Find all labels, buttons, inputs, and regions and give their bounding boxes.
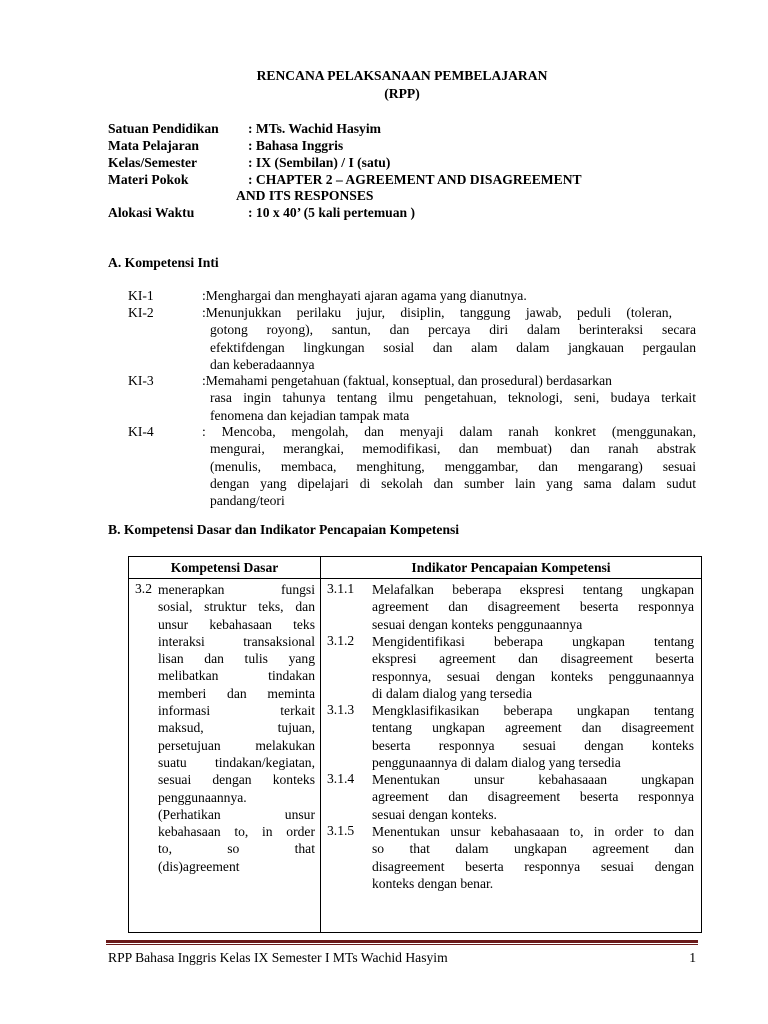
section-b-heading: B. Kompetensi Dasar dan Indikator Pencapaian Kompetensi bbox=[108, 522, 460, 537]
identity-value: : 10 x 40’ (5 kali pertemuan ) bbox=[248, 205, 416, 220]
indicator-line: Menentukan unsur kebahasaaan to, in order to dan bbox=[372, 824, 694, 839]
ki-line: : Mencoba, mengolah, dan menyaji dalam ranah konkret (menggunakan, bbox=[202, 424, 696, 439]
table-header-indikator: Indikator Pencapaian Kompetensi bbox=[321, 557, 702, 579]
identity-value: : IX (Sembilan) / I (satu) bbox=[248, 155, 391, 170]
kd-line: melibatkan tindakan bbox=[158, 668, 315, 684]
kd-line: interaksi transaksional bbox=[158, 633, 315, 649]
ki-line: efektifdengan lingkungan sosial dan alam dalam jangkauan pergaulan bbox=[210, 339, 696, 355]
footer-rule-thin bbox=[106, 944, 698, 945]
indicator-line: sesuai dengan konteks. bbox=[372, 806, 497, 822]
indicator-line: Mengidentifikasi beberapa ungkapan tentang bbox=[372, 634, 694, 649]
indicator-line: agreement dan disagreement beserta responnya bbox=[372, 599, 694, 615]
kd-line: sosial, struktur teks, dan bbox=[158, 599, 315, 615]
indicator-line: Mengklasifikasikan beberapa ungkapan tentang bbox=[372, 703, 694, 718]
ki-line: dengan yang dipelajari di sekolah dan sumber lain yang sama dalam sudut bbox=[210, 475, 696, 491]
indicator-line: konteks dengan benar. bbox=[372, 875, 494, 891]
indicator-line: Melafalkan beberapa ekspresi tentang ungkapan bbox=[372, 582, 694, 597]
ki-code: KI-3 bbox=[128, 373, 154, 388]
footer-rule-thick bbox=[106, 940, 698, 943]
kd-line: (Perhatikan unsur bbox=[158, 806, 315, 822]
ki-code: KI-4 bbox=[128, 424, 154, 439]
identity-value: : CHAPTER 2 – AGREEMENT AND DISAGREEMENT bbox=[248, 172, 582, 187]
footer-text: RPP Bahasa Inggris Kelas IX Semester I MTs Wachid Hasyim bbox=[108, 950, 448, 965]
identity-value-continued: AND ITS RESPONSES bbox=[236, 188, 374, 203]
ki-line: rasa ingin tahunya tentang ilmu pengetahuan, teknologi, seni, budaya terkait bbox=[210, 390, 696, 406]
indicator-line: so that dalam ungkapan agreement dan bbox=[372, 841, 694, 857]
indicator-text bbox=[372, 581, 694, 633]
indicator-line: agreement dan disagreement beserta responnya bbox=[372, 789, 694, 805]
indicator-number: 3.1.3 bbox=[327, 702, 355, 717]
ki-code: KI-2 bbox=[128, 305, 154, 320]
document-title: RENCANA PELAKSANAAN PEMBELAJARAN bbox=[256, 68, 548, 83]
indicator-text bbox=[372, 633, 694, 702]
indicator-line: Menentukan unsur kebahasaaan ungkapan bbox=[372, 772, 694, 787]
indicator-text bbox=[372, 771, 694, 823]
indicator-line: penggunaannya di dalam dialog yang tersedia bbox=[372, 754, 621, 770]
identity-label: Mata Pelajaran bbox=[108, 138, 199, 153]
kd-line: memberi dan meminta bbox=[158, 685, 315, 701]
section-a-heading: A. Kompetensi Inti bbox=[108, 255, 219, 270]
kd-line: penggunaannya. bbox=[158, 789, 247, 805]
ki-line: :Memahami pengetahuan (faktual, konseptual, dan prosedural) berdasarkan bbox=[202, 373, 612, 388]
kd-cell bbox=[129, 579, 321, 933]
ki-description bbox=[202, 372, 696, 424]
kd-line: informasi terkait bbox=[158, 703, 315, 719]
competency-table bbox=[128, 556, 702, 933]
identity-label: Materi Pokok bbox=[108, 172, 189, 187]
indicator-line: sesuai dengan konteks penggunaannya bbox=[372, 616, 583, 632]
indicator-line: responnya, sesuai dengan konteks penggunaannya bbox=[372, 668, 694, 684]
indicator-number: 3.1.5 bbox=[327, 823, 355, 838]
ki-description bbox=[202, 423, 696, 509]
kd-line: sesuai dengan konteks bbox=[158, 772, 315, 788]
ki-line: fenomena dan kejadian tampak mata bbox=[210, 407, 410, 423]
kd-line: lisan dan tulis yang bbox=[158, 651, 315, 667]
ki-line: gotong royong), santun, dan percaya diri dalam berinteraksi secara bbox=[210, 322, 696, 338]
indicator-line: ekspresi agreement dan disagreement beserta bbox=[372, 651, 694, 667]
kd-line: suatu tindakan/kegiatan, bbox=[158, 754, 315, 770]
indicator-text bbox=[372, 702, 694, 771]
indicator-cell bbox=[321, 579, 702, 933]
indicator-line: beserta responnya sesuai dengan konteks bbox=[372, 737, 694, 753]
identity-label: Satuan Pendidikan bbox=[108, 121, 219, 136]
indicator-line: disagreement beserta responnya sesuai dengan bbox=[372, 858, 694, 874]
indicator-text bbox=[372, 823, 694, 892]
identity-value: : Bahasa Inggris bbox=[248, 138, 344, 153]
indicator-line: di dalam dialog yang tersedia bbox=[372, 685, 533, 701]
ki-description bbox=[202, 304, 696, 373]
ki-description bbox=[202, 287, 696, 304]
table-header-kompetensi-dasar: Kompetensi Dasar bbox=[129, 557, 321, 579]
document-subtitle: (RPP) bbox=[384, 86, 420, 101]
kd-line: kebahasaan to, in order bbox=[158, 824, 315, 840]
indicator-number: 3.1.4 bbox=[327, 771, 355, 786]
identity-label: Alokasi Waktu bbox=[108, 205, 195, 220]
kd-number: 3.2 bbox=[135, 581, 152, 596]
kd-text bbox=[158, 581, 315, 875]
identity-label: Kelas/Semester bbox=[108, 155, 198, 170]
ki-line: pandang/teori bbox=[210, 493, 285, 509]
kd-line: menerapkan fungsi bbox=[158, 582, 315, 597]
kd-line: unsur kebahasaan teks bbox=[158, 616, 315, 632]
kd-line: (dis)agreement bbox=[158, 858, 240, 874]
ki-line: mengurai, merangkai, memodifikasi, dan membuat) dan ranah abstrak bbox=[210, 441, 696, 457]
indicator-number: 3.1.2 bbox=[327, 633, 355, 648]
ki-line: :Menunjukkan perilaku jujur, disiplin, tanggung jawab, peduli (toleran, bbox=[202, 305, 672, 320]
ki-line: dan keberadaannya bbox=[210, 356, 315, 372]
ki-line: :Menghargai dan menghayati ajaran agama yang dianutnya. bbox=[202, 288, 527, 303]
indicator-number: 3.1.1 bbox=[327, 581, 355, 596]
page-footer bbox=[108, 950, 696, 966]
page-number: 1 bbox=[689, 950, 696, 965]
ki-code: KI-1 bbox=[128, 288, 154, 303]
kd-line: to, so that bbox=[158, 841, 315, 857]
kd-line: maksud, tujuan, bbox=[158, 720, 315, 736]
ki-line: (menulis, membaca, menghitung, menggambar, dan mengarang) sesuai bbox=[210, 458, 696, 474]
kd-line: persetujuan melakukan bbox=[158, 737, 315, 753]
indicator-line: tentang ungkapan agreement dan disagreement bbox=[372, 720, 694, 736]
identity-value: : MTs. Wachid Hasyim bbox=[248, 121, 381, 136]
